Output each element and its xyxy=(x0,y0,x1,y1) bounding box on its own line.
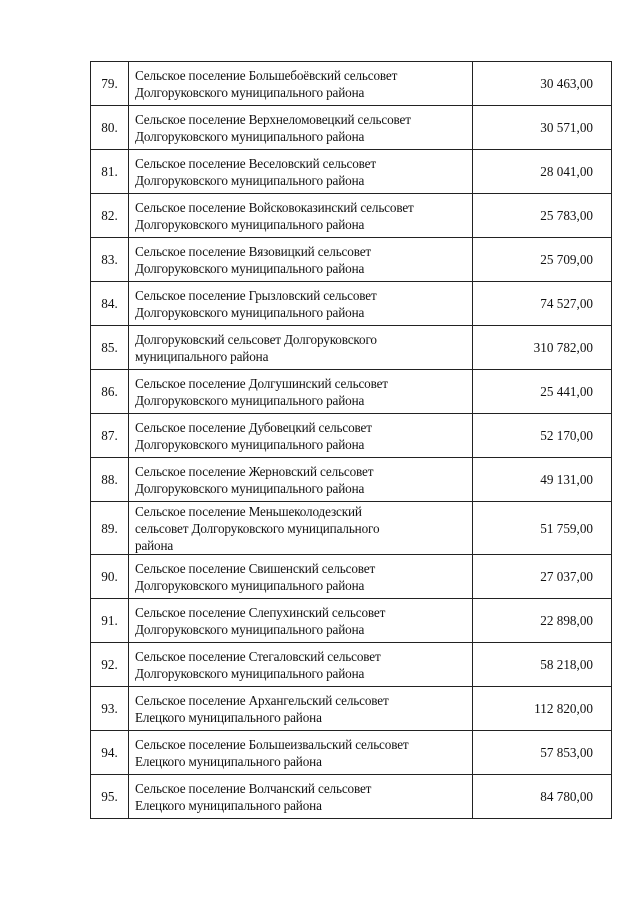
row-number: 92. xyxy=(91,643,129,687)
row-number: 91. xyxy=(91,599,129,643)
row-number: 87. xyxy=(91,414,129,458)
amount-value: 84 780,00 xyxy=(473,775,612,819)
amount-value: 49 131,00 xyxy=(473,458,612,502)
settlement-name: Сельское поселение Жерновский сельсовет Долгоруковского муниципального района xyxy=(129,458,473,502)
amount-value: 52 170,00 xyxy=(473,414,612,458)
settlement-name: Сельское поселение Большебоёвский сельсовет Долгоруковского муниципального района xyxy=(129,62,473,106)
table-row xyxy=(91,414,612,458)
amount-value: 25 441,00 xyxy=(473,370,612,414)
table-row xyxy=(91,599,612,643)
amount-value: 22 898,00 xyxy=(473,599,612,643)
amount-value: 57 853,00 xyxy=(473,731,612,775)
amount-value: 28 041,00 xyxy=(473,150,612,194)
amount-value: 25 783,00 xyxy=(473,194,612,238)
row-number: 90. xyxy=(91,555,129,599)
table-row xyxy=(91,370,612,414)
budget-table xyxy=(90,61,612,819)
amount-value: 112 820,00 xyxy=(473,687,612,731)
row-number: 95. xyxy=(91,775,129,819)
row-number: 82. xyxy=(91,194,129,238)
row-number: 83. xyxy=(91,238,129,282)
table-row xyxy=(91,731,612,775)
settlement-name: Сельское поселение Волчанский сельсовет Елецкого муниципального района xyxy=(129,775,473,819)
settlement-name: Сельское поселение Меньшеколодезский сельсовет Долгоруковского муниципального района xyxy=(129,502,473,555)
settlement-name: Сельское поселение Большеизвальский сельсовет Елецкого муниципального района xyxy=(129,731,473,775)
table-row xyxy=(91,326,612,370)
table-row xyxy=(91,150,612,194)
amount-value: 25 709,00 xyxy=(473,238,612,282)
settlement-name: Сельское поселение Войсковоказинский сельсовет Долгоруковского муниципального района xyxy=(129,194,473,238)
row-number: 89. xyxy=(91,502,129,555)
settlement-name: Сельское поселение Слепухинский сельсовет Долгоруковского муниципального района xyxy=(129,599,473,643)
settlement-name: Сельское поселение Долгушинский сельсовет Долгоруковского муниципального района xyxy=(129,370,473,414)
row-number: 85. xyxy=(91,326,129,370)
row-number: 79. xyxy=(91,62,129,106)
settlement-name: Сельское поселение Архангельский сельсовет Елецкого муниципального района xyxy=(129,687,473,731)
row-number: 84. xyxy=(91,282,129,326)
amount-value: 310 782,00 xyxy=(473,326,612,370)
amount-value: 58 218,00 xyxy=(473,643,612,687)
table-row xyxy=(91,458,612,502)
table-row xyxy=(91,238,612,282)
settlement-name: Сельское поселение Верхнеломовецкий сельсовет Долгоруковского муниципального района xyxy=(129,106,473,150)
settlement-name: Сельское поселение Грызловский сельсовет Долгоруковского муниципального района xyxy=(129,282,473,326)
table-row xyxy=(91,62,612,106)
settlement-name: Долгоруковский сельсовет Долгоруковского муниципального района xyxy=(129,326,473,370)
amount-value: 27 037,00 xyxy=(473,555,612,599)
settlement-name: Сельское поселение Дубовецкий сельсовет Долгоруковского муниципального района xyxy=(129,414,473,458)
table-row xyxy=(91,502,612,555)
amount-value: 51 759,00 xyxy=(473,502,612,555)
row-number: 88. xyxy=(91,458,129,502)
settlement-name: Сельское поселение Свишенский сельсовет Долгоруковского муниципального района xyxy=(129,555,473,599)
row-number: 80. xyxy=(91,106,129,150)
row-number: 81. xyxy=(91,150,129,194)
amount-value: 30 463,00 xyxy=(473,62,612,106)
table-row xyxy=(91,643,612,687)
table-row xyxy=(91,106,612,150)
table-row xyxy=(91,194,612,238)
row-number: 93. xyxy=(91,687,129,731)
table-row xyxy=(91,775,612,819)
row-number: 86. xyxy=(91,370,129,414)
amount-value: 74 527,00 xyxy=(473,282,612,326)
row-number: 94. xyxy=(91,731,129,775)
table-row xyxy=(91,282,612,326)
table-row xyxy=(91,555,612,599)
settlement-name: Сельское поселение Вязовицкий сельсовет Долгоруковского муниципального района xyxy=(129,238,473,282)
table-body xyxy=(91,62,612,819)
table-row xyxy=(91,687,612,731)
settlement-name: Сельское поселение Веселовский сельсовет Долгоруковского муниципального района xyxy=(129,150,473,194)
settlement-name: Сельское поселение Стегаловский сельсовет Долгоруковского муниципального района xyxy=(129,643,473,687)
amount-value: 30 571,00 xyxy=(473,106,612,150)
